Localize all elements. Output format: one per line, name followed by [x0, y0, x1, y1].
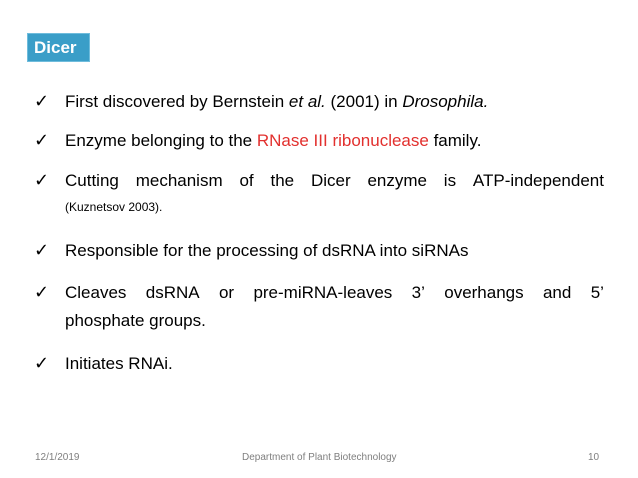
bullet-1-text: First discovered by Bernstein et al. (2001) in Drosophila.: [65, 92, 489, 111]
footer-department: Department of Plant Biotechnology: [242, 452, 397, 463]
bullet-3-text: Cutting mechanism of the Dicer enzyme is ATP-independent: [65, 171, 604, 190]
slide-title: Dicer: [34, 38, 77, 57]
bullet-5-text: Cleaves dsRNA or pre-miRNA-leaves 3’ overhangs and 5’: [65, 283, 604, 302]
checkmark-icon: ✓: [34, 130, 50, 151]
species-name: Drosophila.: [402, 92, 489, 111]
checkmark-icon: ✓: [34, 353, 50, 374]
et-al-text: et al.: [288, 92, 326, 111]
footer-date: 12/1/2019: [35, 452, 80, 463]
bullet-5-line-2: phosphate groups.: [65, 311, 206, 330]
bullet-6-text: Initiates RNAi.: [65, 354, 173, 373]
checkmark-icon: ✓: [34, 170, 50, 191]
checkmark-icon: ✓: [34, 240, 50, 261]
citation: (Kuznetsov 2003).: [65, 200, 163, 214]
highlighted-term: RNase III ribonuclease: [256, 131, 429, 150]
checkmark-icon: ✓: [34, 282, 50, 303]
page-number: 10: [588, 452, 600, 463]
bullet-4-text: Responsible for the processing of dsRNA into siRNAs: [65, 241, 469, 260]
checkmark-icon: ✓: [34, 91, 50, 112]
bullet-2-text: Enzyme belonging to the RNase III ribonuclease family.: [65, 131, 482, 150]
slide-title-box: [27, 33, 90, 62]
